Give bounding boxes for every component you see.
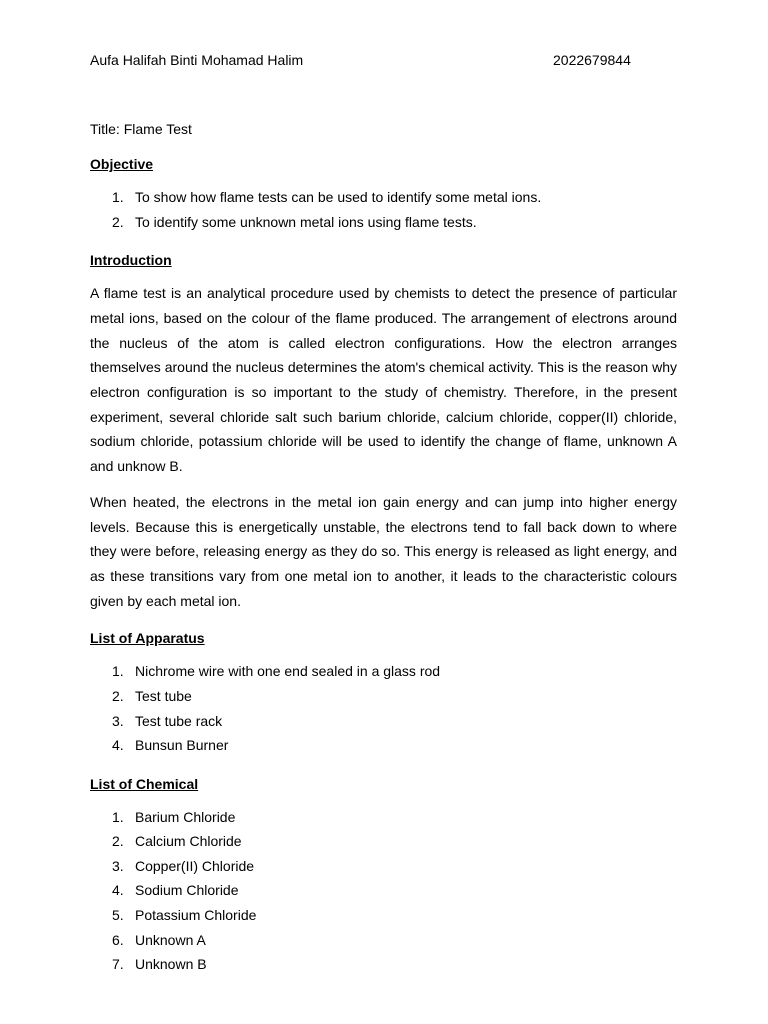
list-item [90, 733, 677, 758]
list-item-text: Test tube rack [135, 712, 223, 729]
list-item-text: Calcium Chloride [135, 833, 242, 850]
list-item [90, 805, 677, 830]
list-item [90, 709, 677, 734]
list-number: 3. [112, 857, 124, 874]
list-item-text: Sodium Chloride [135, 882, 239, 899]
list-item-text: To show how flame tests can be used to identify some metal ions. [135, 189, 542, 205]
list-item-text: Copper(II) Chloride [135, 857, 255, 874]
list-number: 6. [112, 931, 124, 948]
list-item [90, 928, 677, 953]
list-number: 2. [112, 687, 124, 704]
list-item-text: Potassium Chloride [135, 907, 257, 924]
list-number: 1. [112, 663, 124, 680]
introduction-paragraph: A flame test is an analytical procedure used by chemists to detect the presence of particular metal ions, based on the colour of the flame produced. The arrangement of electrons around the nucleus of the atom is called electron configurations. How the electron arranges themselves around the nucleus determines the atom's chemical activity. This is the reason why electron configuration is so important to the study of chemistry. Therefore, in the present experiment, several chloride salt such barium chloride, calcium chloride, copper(II) chloride, sodium chloride, potassium chloride will be used to identify the change of flame, unknown A and unknow B. [90, 285, 677, 475]
apparatus-heading: List of Apparatus [90, 630, 205, 647]
list-item-text: Barium Chloride [135, 808, 236, 825]
list-item [90, 185, 677, 210]
list-item [90, 829, 677, 854]
objective-list [90, 185, 677, 234]
list-number: 1. [112, 189, 124, 205]
student-id: 2022679844 [553, 52, 631, 68]
list-item [90, 210, 677, 235]
list-number: 1. [112, 808, 124, 825]
list-item-text: Bunsun Burner [135, 737, 229, 754]
list-number: 3. [112, 712, 124, 729]
list-item [90, 952, 677, 977]
list-item [90, 903, 677, 928]
list-number: 4. [112, 737, 124, 754]
list-item-text: Unknown A [135, 931, 206, 948]
chemical-list [90, 805, 677, 977]
chemical-heading: List of Chemical [90, 775, 199, 792]
author-name: Aufa Halifah Binti Mohamad Halim [90, 52, 304, 68]
list-item-text: To identify some unknown metal ions using flame tests. [135, 213, 477, 230]
list-number: 2. [112, 833, 124, 850]
list-number: 4. [112, 882, 124, 899]
document-title: Title: Flame Test [90, 121, 192, 137]
list-number: 5. [112, 907, 124, 924]
apparatus-list [90, 659, 677, 757]
list-number: 2. [112, 213, 124, 230]
introduction-heading: Introduction [90, 252, 172, 269]
list-item [90, 854, 677, 879]
list-number: 7. [112, 956, 124, 973]
list-item [90, 684, 677, 709]
objective-heading: Objective [90, 156, 154, 172]
list-item [90, 878, 677, 903]
introduction-paragraph: When heated, the electrons in the metal ion gain energy and can jump into higher energy levels. Because this is energetically unstable, the electrons tend to fall back down to where they were before, releasing energy as they do so. This energy is released as light energy, and as these transitions vary from one metal ion to another, it leads to the characteristic colours given by each metal ion. [90, 493, 677, 609]
document-body [90, 121, 677, 995]
list-item-text: Unknown B [135, 956, 207, 973]
list-item-text: Nichrome wire with one end sealed in a glass rod [135, 663, 441, 680]
list-item-text: Test tube [135, 687, 192, 704]
list-item [90, 659, 677, 684]
